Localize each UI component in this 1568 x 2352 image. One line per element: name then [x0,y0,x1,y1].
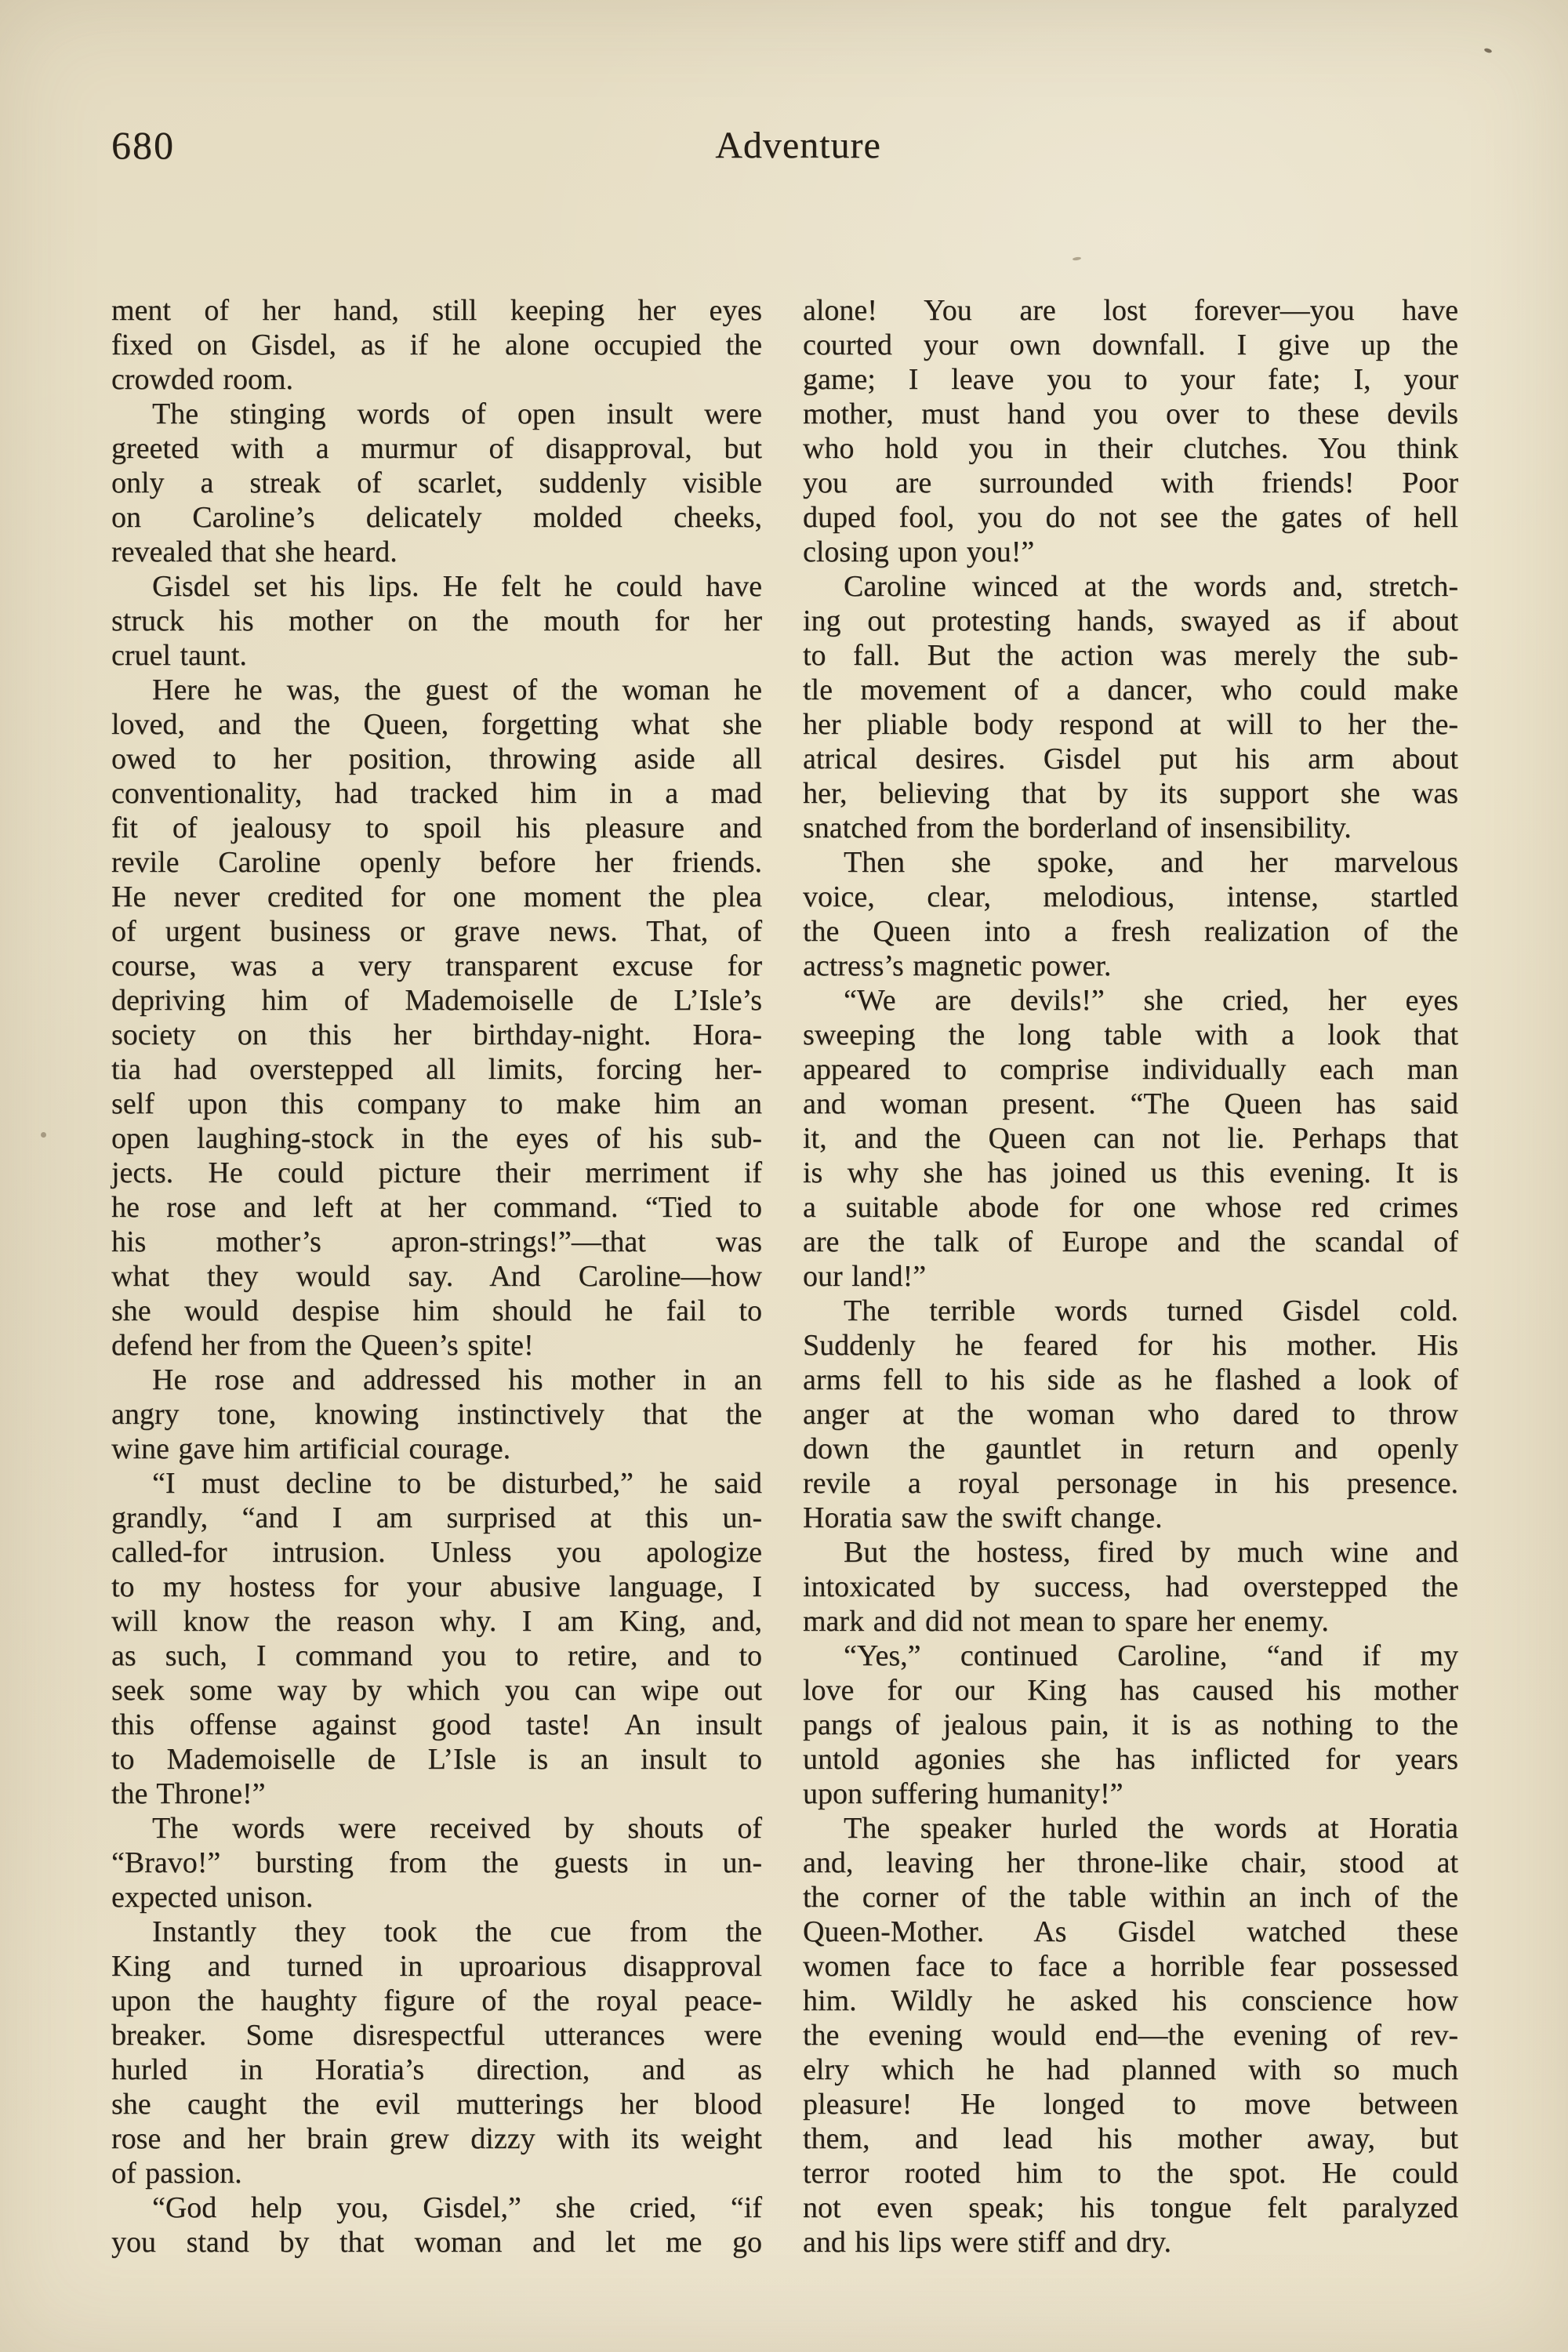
text-line: and his lips were stiff and dry. [803,2226,1172,2259]
text-line: atrical desires. Gisdel put his arm about [803,742,1458,775]
text-line: The terrible words turned Gisdel cold. [844,1294,1458,1327]
text-line: seek some way by which you can wipe out [111,1674,762,1707]
text-line: struck his mother on the mouth for her [111,604,762,637]
text-line: expected unison. [111,1881,314,1914]
text-line: hurled in Horatia’s direction, and as [111,2053,762,2086]
text-line: But the hostess, fired by much wine and [844,1536,1458,1569]
text-line: it, and the Queen can not lie. Perhaps that [803,1122,1458,1155]
text-line: untold agonies she has inflicted for years [803,1743,1458,1776]
text-line: tia had overstepped all limits, forcing her- [111,1053,762,1086]
text-line: Here he was, the guest of the woman he [152,673,762,706]
text-line: Suddenly he feared for his mother. His [803,1329,1458,1362]
text-line: King and turned in uproarious disapproval [111,1950,762,1983]
text-line: upon the haughty figure of the royal peace- [111,1984,762,2017]
text-line: fit of jealousy to spoil his pleasure and [111,811,762,844]
text-line: defend her from the Queen’s spite! [111,1329,534,1362]
text-line: she caught the evil mutterings her blood [111,2088,762,2121]
text-line: arms fell to his side as he flashed a look of [803,1363,1458,1396]
text-line: Gisdel set his lips. He felt he could have [152,570,762,603]
text-line: her, believing that by its support she was [803,777,1458,810]
text-line: “God help you, Gisdel,” she cried, “if [152,2191,762,2224]
text-line: his mother’s apron-strings!”—that was [111,1225,762,1258]
running-title: Adventure [715,125,881,166]
text-line: terror rooted him to the spot. He could [803,2157,1458,2190]
text-line: the Throne!” [111,1777,266,1810]
text-line: intoxicated by success, had overstepped the [803,1570,1458,1603]
text-line: conventionality, had tracked him in a mad [111,777,762,810]
text-line: love for our King has caused his mother [803,1674,1458,1707]
text-line: upon suffering humanity!” [803,1777,1123,1810]
text-line: called-for intrusion. Unless you apologize [111,1536,762,1569]
text-line: “We are devils!” she cried, her eyes [844,984,1458,1017]
text-line: and woman present. “The Queen has said [803,1087,1458,1120]
left-column [111,293,762,2259]
text-line: voice, clear, melodious, intense, startled [803,880,1458,913]
paper-speck [41,1132,46,1138]
text-line: pangs of jealous pain, it is as nothing to the [803,1708,1458,1741]
text-line: game; I leave you to your fate; I, your [803,363,1458,396]
text-line: jects. He could picture their merriment if [111,1156,762,1189]
text-line: alone! You are lost forever—you have [803,294,1458,327]
text-line: fixed on Gisdel, as if he alone occupied the [111,328,762,361]
text-line: are the talk of Europe and the scandal of [803,1225,1458,1258]
text-line: on Caroline’s delicately molded cheeks, [111,501,762,534]
text-line: to my hostess for your abusive language, I [111,1570,762,1603]
text-line: will know the reason why. I am King, and, [111,1605,762,1638]
text-line: sweeping the long table with a look that [803,1018,1458,1051]
text-line: of urgent business or grave news. That, of [111,915,762,948]
text-line: you are surrounded with friends! Poor [803,466,1458,499]
text-line: Queen-Mother. As Gisdel watched these [803,1915,1458,1948]
text-line: this offense against good taste! An insult [111,1708,762,1741]
right-column [803,293,1458,2259]
text-line: angry tone, knowing instinctively that the [111,1398,762,1431]
text-line: “Yes,” continued Caroline, “and if my [844,1639,1458,1672]
text-line: cruel taunt. [111,639,247,672]
text-line: down the gauntlet in return and openly [803,1432,1458,1465]
text-line: The words were received by shouts of [152,1812,762,1845]
text-line: He never credited for one moment the plea [111,880,762,913]
text-line: ment of her hand, still keeping her eyes [111,294,762,327]
text-line: is why she has joined us this evening. It is [803,1156,1458,1189]
text-line: course, was a very transparent excuse for [111,949,762,982]
text-line: the evening would end—the evening of rev- [803,2019,1458,2052]
text-line: tle movement of a dancer, who could make [803,673,1458,706]
text-line: courted your own downfall. I give up the [803,328,1458,361]
text-line: snatched from the borderland of insensibility. [803,811,1352,844]
text-line: crowded room. [111,363,294,396]
text-line: loved, and the Queen, forgetting what she [111,708,762,741]
text-line: depriving him of Mademoiselle de L’Isle’s [111,984,762,1017]
text-line: society on this her birthday-night. Hora- [111,1018,762,1051]
text-line: the corner of the table within an inch of the [803,1881,1458,1914]
text-line: anger at the woman who dared to throw [803,1398,1458,1431]
text-line: to fall. But the action was merely the sub- [803,639,1458,672]
text-line: ing out protesting hands, swayed as if about [803,604,1458,637]
text-line: elry which he had planned with so much [803,2053,1458,2086]
text-line: He rose and addressed his mother in an [152,1363,762,1396]
text-line: Then she spoke, and her marvelous [844,846,1458,879]
text-line: “I must decline to be disturbed,” he said [152,1467,762,1500]
text-line: our land!” [803,1260,927,1293]
text-line: you stand by that woman and let me go [111,2226,762,2259]
text-line: actress’s magnetic power. [803,949,1112,982]
text-line: self upon this company to make him an [111,1087,762,1120]
text-line: The speaker hurled the words at Horatia [844,1812,1458,1845]
paper-speck [1483,48,1492,54]
text-line: wine gave him artificial courage. [111,1432,511,1465]
text-line: as such, I command you to retire, and to [111,1639,762,1672]
page-number: 680 [111,123,175,167]
text-line: Horatia saw the swift change. [803,1501,1163,1534]
text-line: duped fool, you do not see the gates of hell [803,501,1458,534]
text-line: her pliable body respond at will to her the- [803,708,1458,741]
text-line: greeted with a murmur of disapproval, but [111,432,762,465]
text-line: who hold you in their clutches. You think [803,432,1458,465]
text-line: him. Wildly he asked his conscience how [803,1984,1458,2017]
text-line: “Bravo!” bursting from the guests in un- [111,1846,762,1879]
text-line: only a streak of scarlet, suddenly visible [111,466,762,499]
text-line: open laughing-stock in the eyes of his sub- [111,1122,762,1155]
text-line: revile a royal personage in his presence. [803,1467,1458,1500]
text-line: The stinging words of open insult were [152,397,762,430]
paper-speck [1073,256,1081,260]
text-line: not even speak; his tongue felt paralyzed [803,2191,1458,2224]
text-line: breaker. Some disrespectful utterances were [111,2019,762,2052]
text-line: Instantly they took the cue from the [152,1915,762,1948]
text-line: and, leaving her throne-like chair, stood at [803,1846,1458,1879]
text-line: of passion. [111,2157,242,2190]
text-line: mother, must hand you over to these devils [803,397,1458,430]
text-line: a suitable abode for one whose red crimes [803,1191,1458,1224]
text-line: pleasure! He longed to move between [803,2088,1458,2121]
text-line: closing upon you!” [803,535,1035,568]
text-line: the Queen into a fresh realization of the [803,915,1458,948]
text-line: owed to her position, throwing aside all [111,742,762,775]
text-line: mark and did not mean to spare her enemy. [803,1605,1329,1638]
text-line: appeared to comprise individually each man [803,1053,1458,1086]
text-line: Caroline winced at the words and, stretch- [844,570,1458,603]
text-line: revile Caroline openly before her friends. [111,846,762,879]
text-line: grandly, “and I am surprised at this un- [111,1501,762,1534]
text-line: them, and lead his mother away, but [803,2122,1458,2155]
text-line: she would despise him should he fail to [111,1294,762,1327]
text-line: women face to face a horrible fear possessed [803,1950,1458,1983]
text-line: what they would say. And Caroline—how [111,1260,762,1293]
text-line: revealed that she heard. [111,535,397,568]
text-line: he rose and left at her command. “Tied to [111,1191,762,1224]
text-line: to Mademoiselle de L’Isle is an insult to [111,1743,762,1776]
text-line: rose and her brain grew dizzy with its weight [111,2122,762,2155]
